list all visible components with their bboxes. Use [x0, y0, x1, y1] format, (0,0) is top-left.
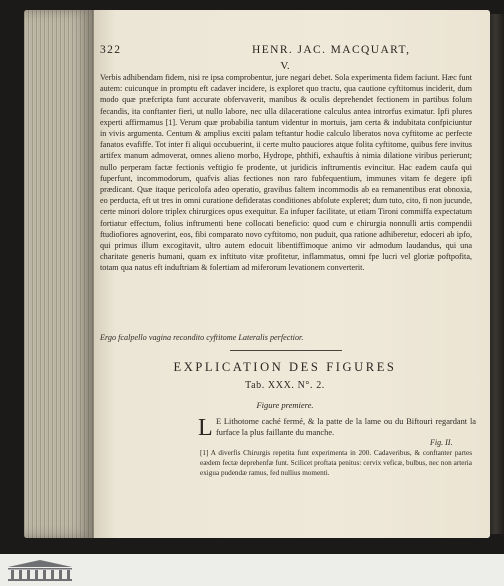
divider-rule: [230, 350, 342, 351]
figure-reference: Fig. II.: [430, 438, 453, 447]
page-number: 322: [100, 44, 122, 56]
figure-heading: Figure premiere.: [256, 400, 314, 410]
plate-number: Tab. XXX. N°. 2.: [245, 380, 325, 391]
body-text-block: [100, 72, 472, 274]
footnote: [1] A diverfis Chirurgis repetita funt experimenta in 200. Cadaveribus, & conftanter partes eædem fectæ deprehenfæ funt. Scilicet proftata penitus: cervix veficæ, bulbus, nec non arteria exigua pudendæ ramus, fed nullius momenti.: [200, 449, 472, 477]
running-head-title: HENR. JAC. MACQUART,: [252, 44, 411, 56]
body-paragraph: Verbis adhibendam fidem, nisi re ipsa comprobentur, jure negari debet. Sola experimenta fidem faciunt. Hæc funt autem: cuicunque in promptu eft cadaver incidere, is exploret quo tractu, qua cautione cyftitomus inciderit, dum modo quæ præfcripta funt accurate obfervaverit, manibus & oculis deprehendet fectionem in partibus folum fecandis, ita conftanter fieri, ut nullo labore, nec ulla dilaceratione calculus antea introrfus eximatur. Ipfi plures experti affirmamus [1]. Verum quæ probabilia tantum videntur in mortuis, jam certa & indubitata confpiciuntur in vivis argumenta. Centum & amplius exciti palam teftantur hodie calculo liberatos nova cyftitome ac perfecte fanatos evafiffe. Tot inter fi aliqui occubuerint, ii certe multo pauciores atque folita cyftitome, quibus fere invitus artifex manum admoverat, omnes alieno morbo, Hydrope, phthifi, exhauftis à nimia dilatione viribus perierunt; nullo perperam factæ fectionis veftigio fe prodente, ut juridicis inftrumentis evincitur. Hac eadem caufa qui fuperfunt, incommodorum, quafvis alias fectiones non raro fubfequentium, immunes vitam fe degere ipfi prædicant. Quæ itaque pericolofa adeo operatio, gravibus faltem incommodis ab ea remanentibus erat obnoxia, eo perducta, eft ut tres in omni curatione defideratas conditiones abfolute expleret; dum tuto, cito, fi non jucunde, certe minori dolore triplex chirurgices opus exequitur. Ea infuper facilitate, ut etiam Tironi commiffa expectatum fortiatur effectum, folius inftrumenti bene collocati beneficio: quod cum e chirurgia nonnulli artis compendii ftudiofiores agnoverint, eos, fibi comparato novo cyftitomo, non puduit, qua ratione adhiberetur, edoceri ab ipfo, qui primus illum excogitavit, ultro autem edocuit libentiffimoque animo vir admodum laudandus, qui una charitate generis humani, quam ex inftituto vitæ profitetur, inflammatus, omni fpe lucri vel gloriæ poftpofita, totam qua natus eft induftriam & folertiam ad miferorum levationem converterit.: [100, 73, 472, 273]
concluding-line: Ergo fcalpello vagina recondito cyftitome Lateralis perfectior.: [100, 333, 304, 342]
figure-description: E Lithotome caché fermé, & la patte de la lame ou du Biftouri regardant la furface la plus faillante du manche.: [216, 417, 476, 438]
viewer-footer-bar: [0, 554, 504, 586]
book-page-edges: [24, 10, 94, 538]
section-numeral: V.: [280, 60, 290, 72]
book-right-edge: [490, 14, 504, 534]
library-building-logo-icon: [6, 558, 74, 582]
drop-cap-letter: L: [198, 415, 213, 441]
running-head: [100, 44, 470, 60]
explication-heading: EXPLICATION DES FIGURES: [173, 360, 397, 374]
